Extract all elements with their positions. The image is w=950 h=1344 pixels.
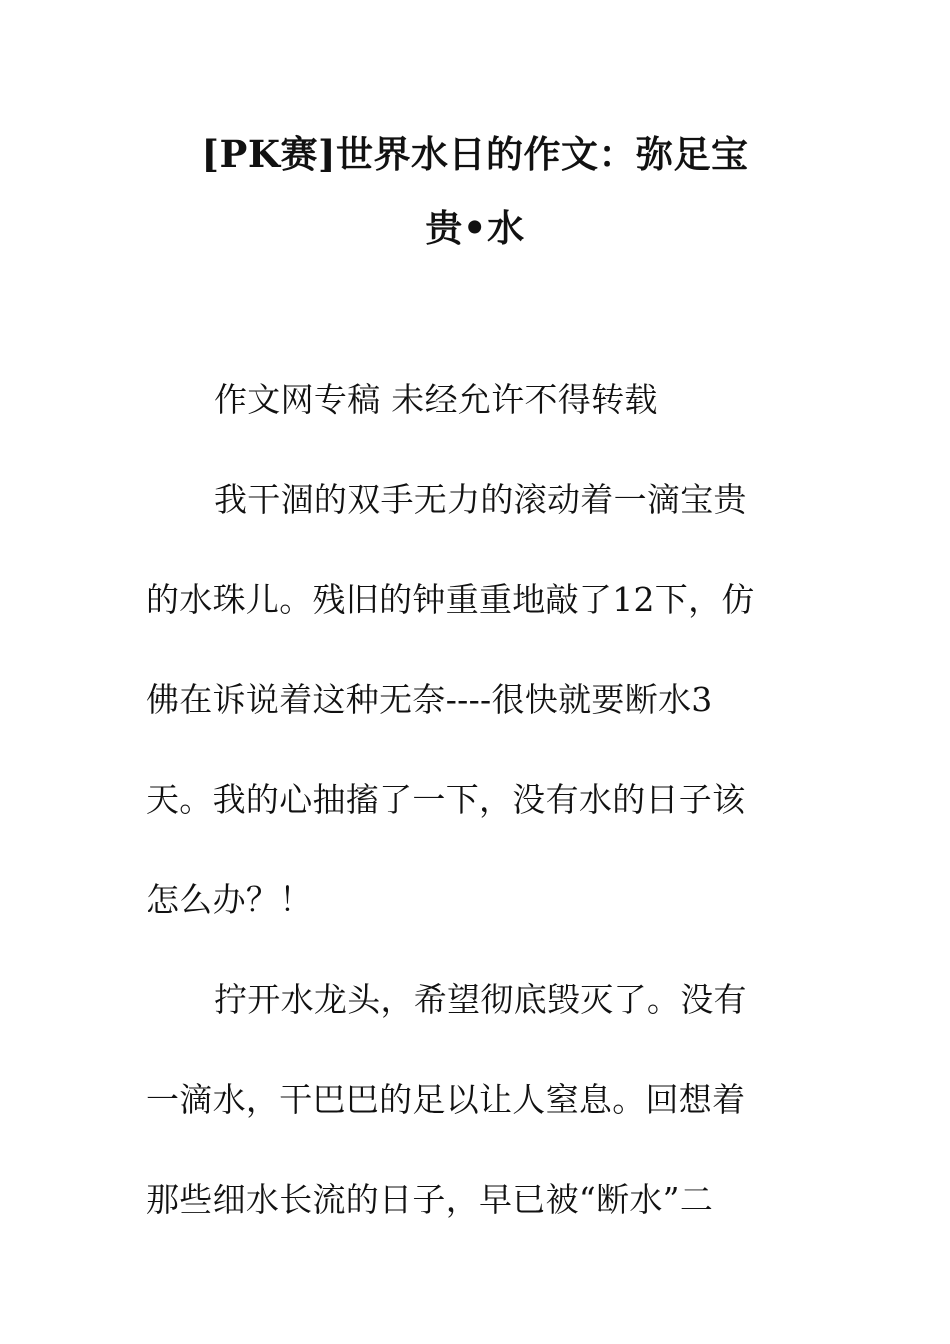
document-title-line-1: [PK赛]世界水日的作文：弥足宝	[201, 132, 749, 176]
paragraph-1-line-3: 佛在诉说着这种无奈----很快就要断水3	[146, 680, 713, 719]
paragraph-2-line-1: 拧开水龙头，希望彻底毁灭了。没有	[214, 980, 747, 1019]
paragraph-2-line-2: 一滴水，干巴巴的足以让人窒息。回想着	[146, 1080, 746, 1119]
paragraph-1-line-4: 天。我的心抽搐了一下，没有水的日子该	[146, 780, 746, 819]
paragraph-1-line-5: 怎么办？！	[146, 880, 313, 919]
document-title-line-2: 贵•水	[425, 206, 525, 250]
paragraph-1-line-2: 的水珠儿。残旧的钟重重地敲了12下，仿	[146, 580, 755, 619]
paragraph-1-line-1: 我干涸的双手无力的滚动着一滴宝贵	[214, 480, 747, 519]
copyright-notice: 作文网专稿 未经允许不得转载	[214, 380, 658, 419]
paragraph-2-line-3: 那些细水长流的日子，早已被“断水”二	[146, 1180, 714, 1219]
